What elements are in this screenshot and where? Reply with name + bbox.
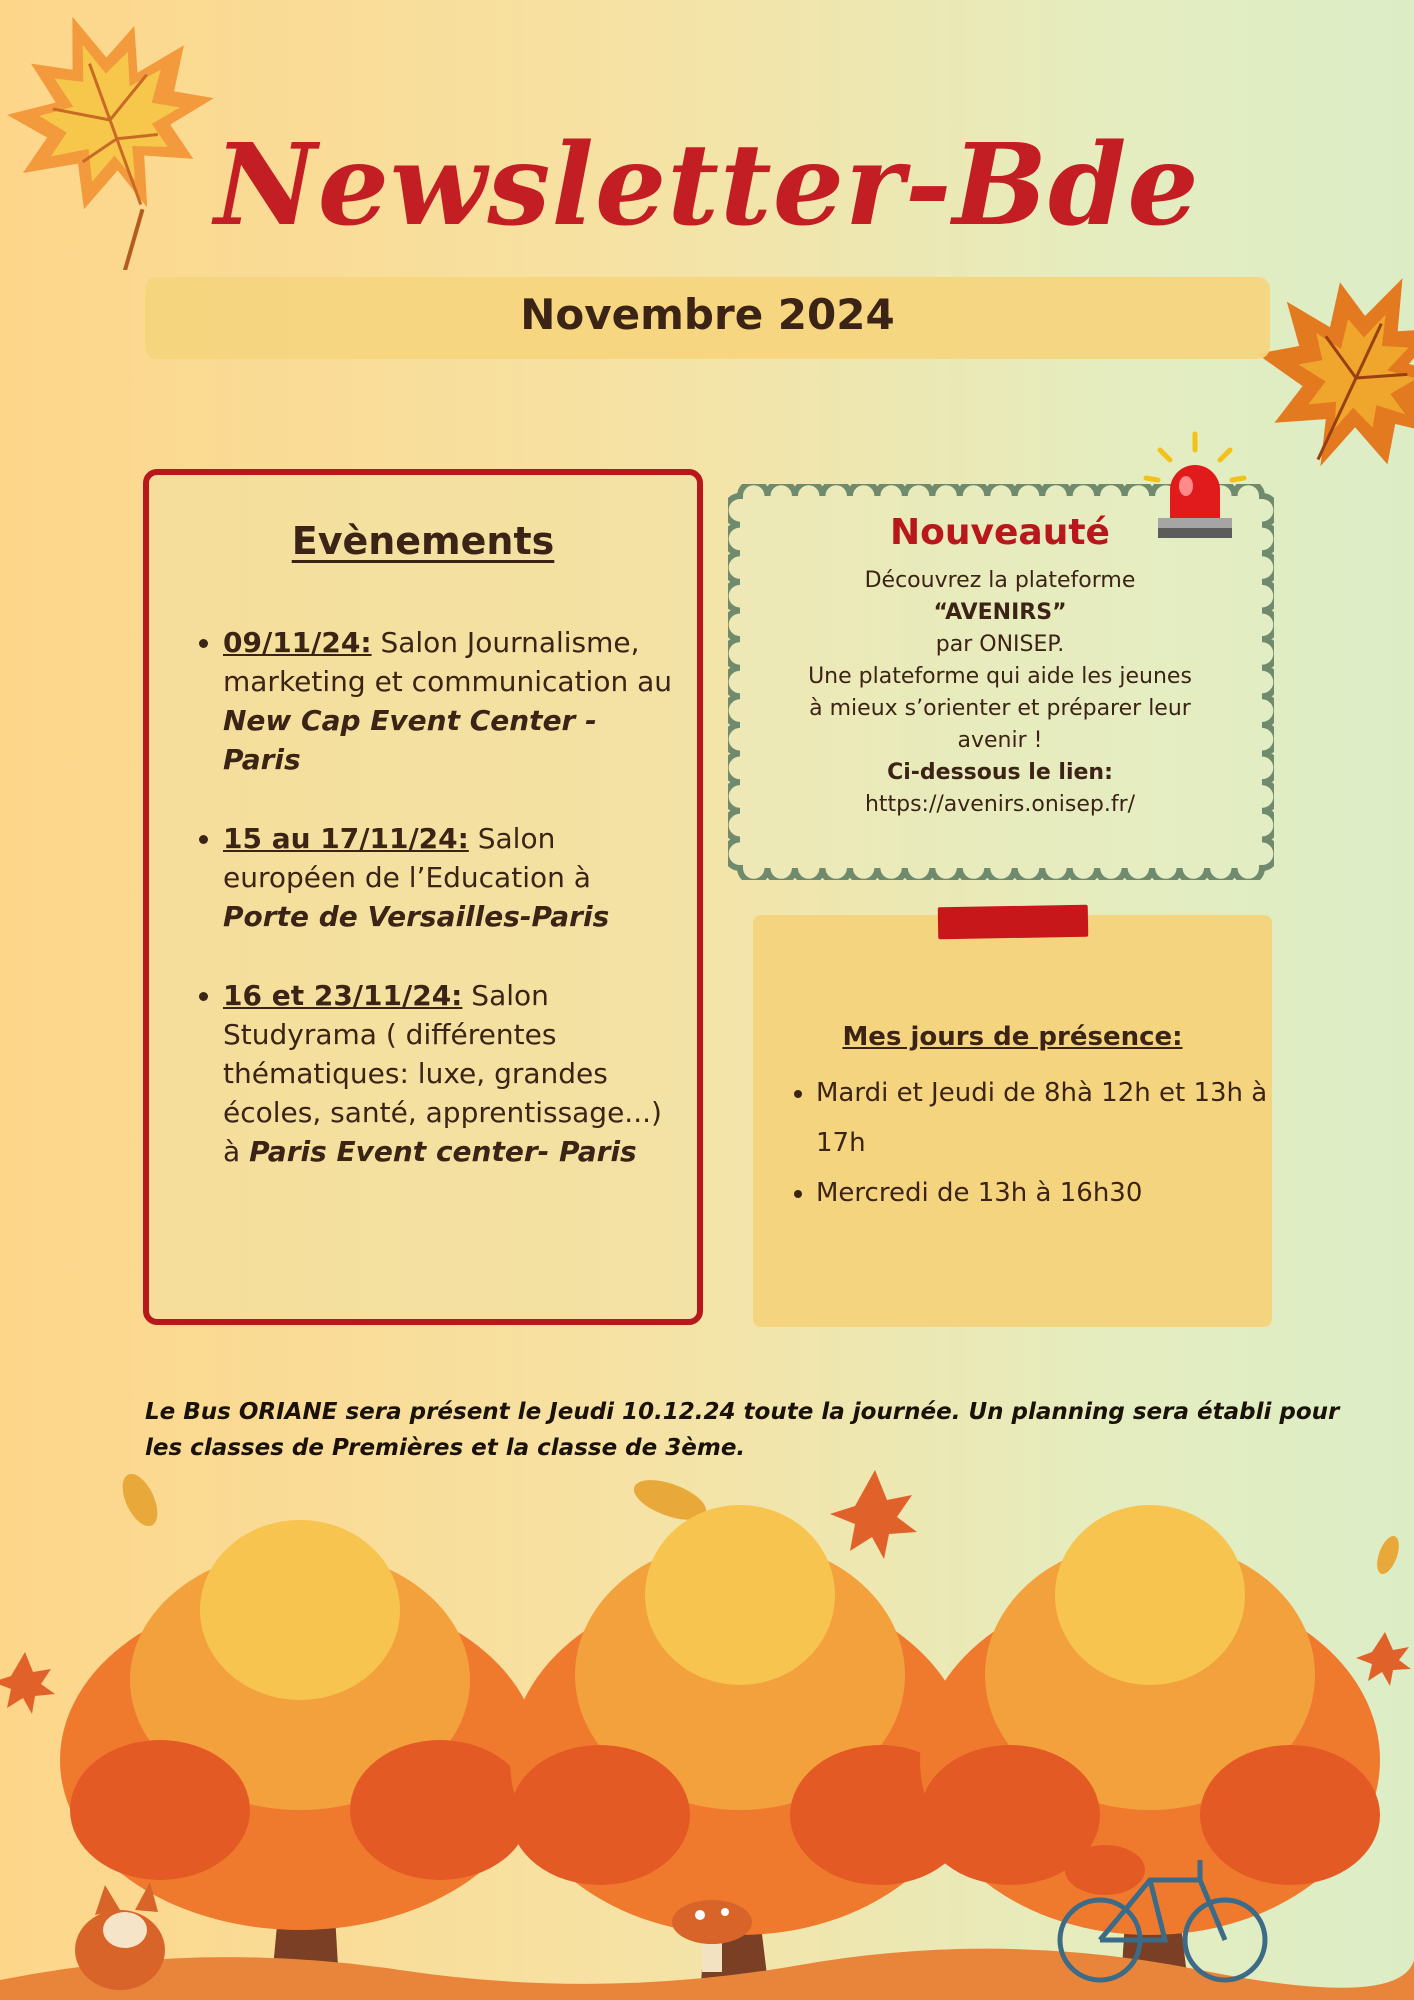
nouveaute-platform-name: “AVENIRS” [933, 600, 1067, 625]
bus-note: Le Bus ORIANE sera présent le Jeudi 10.12.24 toute la journée. Un planning sera établi pour les classes de Premières et la classe de 3ème. [145, 1399, 1340, 1461]
event-item [223, 976, 677, 1171]
event-place: Paris Event center- Paris [249, 1135, 637, 1168]
fox-icon [75, 1882, 165, 1990]
nouveaute-link-label: Ci-dessous le lien: [887, 760, 1113, 785]
events-heading: Evènements [291, 519, 555, 563]
event-item [223, 623, 677, 779]
nouveaute-line: Une plateforme qui aide les jeunes [808, 664, 1192, 689]
event-text: Salon européen de l’Education à [223, 822, 591, 894]
month-label: Novembre 2024 [520, 290, 895, 339]
event-text: Salon Studyrama ( différentes thématiques: luxe, grandes écoles, santé, apprentissage...) à [223, 979, 662, 1168]
event-place: Porte de Versailles-Paris [223, 900, 610, 933]
nouveaute-content [760, 512, 1240, 821]
autumn-trees-illustration [0, 1460, 1414, 2000]
event-text: Salon Journalisme, marketing et communication au [223, 626, 673, 698]
nouveaute-title: Nouveauté [890, 512, 1110, 553]
nouveaute-line: Découvrez la plateforme [864, 568, 1136, 593]
tape-decoration [938, 905, 1089, 940]
nouveaute-line: avenir ! [957, 728, 1043, 753]
presence-item: • Mardi et Jeudi de 8hà 12h et 13h à 17h [816, 1068, 1276, 1168]
event-date: 16 et 23/11/24: [223, 979, 463, 1012]
nouveaute-line: par ONISEP. [935, 632, 1065, 657]
event-item [223, 819, 677, 936]
presence-item: • Mercredi de 13h à 16h30 [816, 1168, 1276, 1218]
event-date: 15 au 17/11/24: [223, 822, 469, 855]
presence-list [790, 1068, 1276, 1218]
events-card [143, 469, 703, 1325]
presence-title: Mes jours de présence: [842, 1022, 1183, 1052]
events-list [149, 623, 697, 1171]
page-title: Newsletter-Bde [214, 120, 1200, 251]
nouveaute-line: à mieux s’orienter et préparer leur [809, 696, 1191, 721]
event-date: 09/11/24: [223, 626, 372, 659]
nouveaute-link[interactable]: https://avenirs.onisep.fr/ [864, 792, 1136, 817]
event-place: New Cap Event Center - Paris [223, 704, 597, 776]
